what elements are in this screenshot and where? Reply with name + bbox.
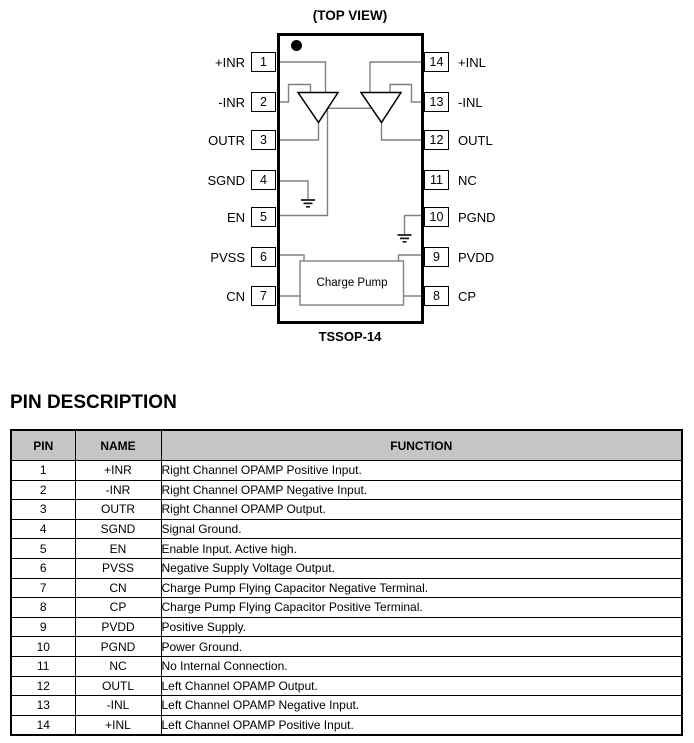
cell-function: Right Channel OPAMP Output. [161, 500, 682, 520]
pin-box-3: 3 [251, 130, 276, 150]
section-heading: PIN DESCRIPTION [10, 392, 177, 413]
table-row [11, 676, 682, 696]
pin-box-8: 8 [424, 286, 449, 306]
pin-label-inl-minus: -INL [458, 95, 483, 110]
pin-box-7: 7 [251, 286, 276, 306]
cell-pin: 12 [11, 676, 75, 696]
cell-name: +INL [75, 715, 161, 735]
cell-function: Left Channel OPAMP Negative Input. [161, 696, 682, 716]
cell-pin: 10 [11, 637, 75, 657]
cell-name: OUTL [75, 676, 161, 696]
cell-function: No Internal Connection. [161, 656, 682, 676]
cell-function: Enable Input. Active high. [161, 539, 682, 559]
cell-function: Charge Pump Flying Capacitor Negative Terminal. [161, 578, 682, 598]
pin-box-5: 5 [251, 207, 276, 227]
cell-pin: 5 [11, 539, 75, 559]
opamp-right-channel-icon [298, 93, 338, 123]
cell-pin: 11 [11, 656, 75, 676]
cell-function: Left Channel OPAMP Output. [161, 676, 682, 696]
cell-function: Right Channel OPAMP Negative Input. [161, 480, 682, 500]
wire-sgnd [280, 181, 308, 200]
pin-label-outl: OUTL [458, 133, 493, 148]
cell-pin: 7 [11, 578, 75, 598]
col-header-function: FUNCTION [161, 430, 682, 461]
table-row [11, 715, 682, 735]
table-row [11, 461, 682, 481]
pin-label-sgnd: SGND [207, 173, 245, 188]
table-row [11, 617, 682, 637]
opamp-left-channel-icon [361, 93, 401, 123]
diagram-title: (TOP VIEW) [312, 8, 388, 23]
pin-box-11: 11 [424, 170, 449, 190]
pin-description-table [10, 429, 683, 736]
package-name: TSSOP-14 [318, 329, 382, 344]
cell-name: -INL [75, 696, 161, 716]
cell-function: Signal Ground. [161, 519, 682, 539]
pin-label-inr-plus: +INR [215, 55, 245, 70]
cell-pin: 3 [11, 500, 75, 520]
pin-label-pgnd: PGND [458, 210, 496, 225]
wire-pgnd [405, 216, 422, 235]
cell-pin: 14 [11, 715, 75, 735]
table-row [11, 696, 682, 716]
cell-name: NC [75, 656, 161, 676]
cell-name: EN [75, 539, 161, 559]
pin-label-en: EN [226, 210, 245, 225]
table-row [11, 598, 682, 618]
cell-name: OUTR [75, 500, 161, 520]
pin-box-6: 6 [251, 247, 276, 267]
pin-label-inr-minus: -INR [218, 95, 245, 110]
cell-pin: 1 [11, 461, 75, 481]
pin-label-nc: NC [458, 173, 477, 188]
pin-label-cn: CN [226, 289, 245, 304]
table-row [11, 539, 682, 559]
pin-box-10: 10 [424, 207, 449, 227]
pin-box-14: 14 [424, 52, 449, 72]
charge-pump-label: Charge Pump [316, 277, 388, 289]
cell-pin: 4 [11, 519, 75, 539]
col-header-name: NAME [75, 430, 161, 461]
wire-inl-plus [370, 62, 421, 93]
table-row [11, 656, 682, 676]
table-row [11, 558, 682, 578]
cell-name: +INR [75, 461, 161, 481]
cell-function: Negative Supply Voltage Output. [161, 558, 682, 578]
pin-box-13: 13 [424, 92, 449, 112]
cell-function: Power Ground. [161, 637, 682, 657]
sgnd-ground-icon [301, 200, 315, 207]
col-header-pin: PIN [11, 430, 75, 461]
cell-pin: 13 [11, 696, 75, 716]
wire-outl [382, 123, 422, 140]
table-row [11, 500, 682, 520]
pin-label-pvss: PVSS [210, 250, 245, 265]
wire-en [280, 108, 373, 215]
wire-inr-plus [280, 62, 326, 93]
cell-pin: 8 [11, 598, 75, 618]
pgnd-ground-icon [398, 235, 412, 242]
table-row [11, 637, 682, 657]
pin-box-9: 9 [424, 247, 449, 267]
cell-name: PVDD [75, 617, 161, 637]
wire-outr [280, 123, 319, 140]
cell-name: CN [75, 578, 161, 598]
pin-label-outr: OUTR [208, 133, 245, 148]
table-header-row [11, 430, 682, 461]
pin-box-4: 4 [251, 170, 276, 190]
cell-name: CP [75, 598, 161, 618]
cell-name: PVSS [75, 558, 161, 578]
table-row [11, 578, 682, 598]
cell-pin: 9 [11, 617, 75, 637]
cell-name: -INR [75, 480, 161, 500]
pin-box-1: 1 [251, 52, 276, 72]
table-row [11, 480, 682, 500]
cell-function: Charge Pump Flying Capacitor Positive Terminal. [161, 598, 682, 618]
pin-label-inl-plus: +INL [458, 55, 486, 70]
pin-label-pvdd: PVDD [458, 250, 495, 265]
pin-box-2: 2 [251, 92, 276, 112]
cell-pin: 6 [11, 558, 75, 578]
cell-name: PGND [75, 637, 161, 657]
cell-function: Left Channel OPAMP Positive Input. [161, 715, 682, 735]
cell-function: Positive Supply. [161, 617, 682, 637]
table-row [11, 519, 682, 539]
pin-label-cp: CP [458, 289, 477, 304]
cell-function: Right Channel OPAMP Positive Input. [161, 461, 682, 481]
cell-name: SGND [75, 519, 161, 539]
pin-box-12: 12 [424, 130, 449, 150]
cell-pin: 2 [11, 480, 75, 500]
